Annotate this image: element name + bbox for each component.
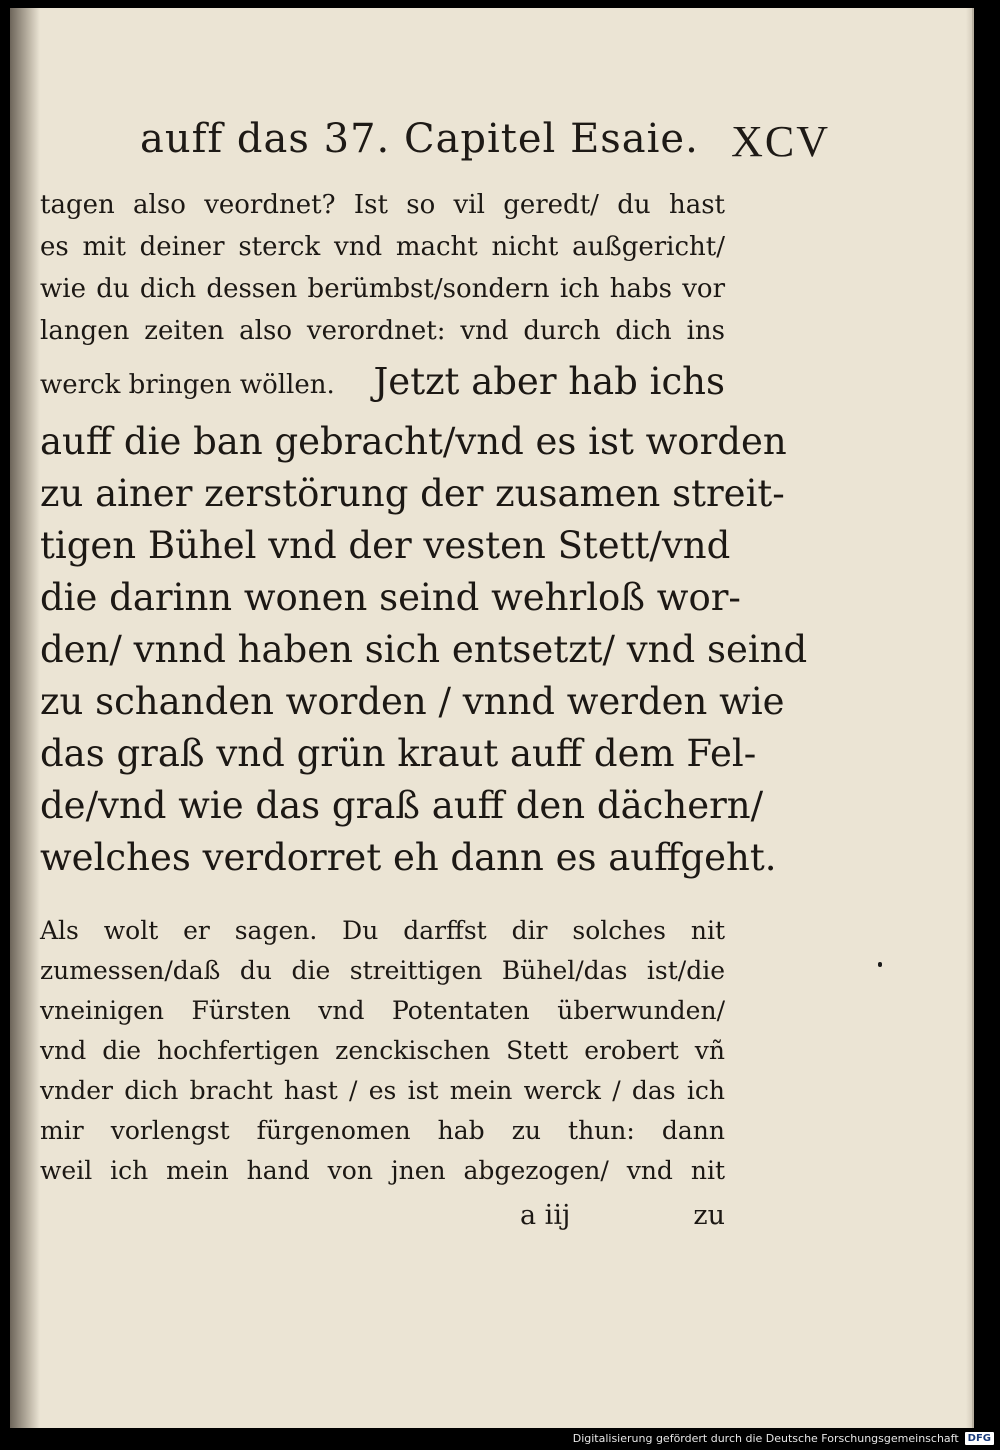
text-line: vneinigen Fürsten vnd Potentaten überwunden/	[40, 996, 725, 1025]
text-line: zu schanden worden / vnnd werden wie	[40, 680, 785, 723]
scripture-text	[40, 420, 808, 880]
dfg-logo: DFG	[965, 1432, 994, 1445]
text-line: den/ vnnd haben sich entsetzt/ vnd seind	[40, 628, 808, 671]
text-line: de/vnd wie das graß auff den dächern/	[40, 784, 764, 827]
text-line: langen zeiten also verordnet: vnd durch dich ins	[40, 316, 725, 346]
text-line: das graß vnd grün kraut auff dem Fel-	[40, 732, 757, 775]
text-line: vnder dich bracht hast / es ist mein werck / das ich	[40, 1076, 725, 1105]
text-line: Jetzt aber hab ichs	[373, 360, 725, 403]
text-line: Als wolt er sagen. Du darffst dir solches nit	[40, 916, 725, 945]
page-signature-row	[520, 1200, 725, 1234]
book-page	[10, 8, 974, 1428]
text-line: zu ainer zerstörung der zusamen streit-	[40, 472, 785, 515]
text-line: tigen Bühel vnd der vesten Stett/vnd	[40, 524, 731, 567]
book-spine-shadow	[10, 8, 40, 1428]
text-line: auff die ban gebracht/vnd es ist worden	[40, 420, 787, 463]
running-title: auff das 37. Capitel Esaie.	[140, 116, 699, 162]
text-line: weil ich mein hand von jnen abgezogen/ vnd nit	[40, 1156, 725, 1185]
text-line: vnd die hochfertigen zenckischen Stett erobert vñ	[40, 1036, 725, 1065]
signature-mark: a iij	[520, 1200, 571, 1231]
text-line: tagen also veordnet? Ist so vil geredt/ du hast	[40, 190, 725, 220]
text-line: werck bringen wöllen.	[40, 370, 335, 400]
text-line: die darinn wonen seind wehrloß wor-	[40, 576, 741, 619]
commentary-paragraph	[40, 916, 725, 1196]
digitization-credit	[573, 1429, 994, 1447]
catchword: zu	[693, 1200, 725, 1231]
mixed-line	[40, 360, 725, 416]
text-line: welches verdorret eh dann es auffgeht.	[40, 836, 777, 879]
folio-number: XCV	[731, 117, 830, 166]
text-line: zumessen/daß du die streittigen Bühel/das ist/die	[40, 956, 725, 985]
credit-text: Digitalisierung gefördert durch die Deutsche Forschungsgemeinschaft	[572, 1431, 959, 1445]
text-line: mir vorlengst fürgenomen hab zu thun: dann	[40, 1116, 725, 1145]
text-line: wie du dich dessen berümbst/sondern ich habs vor	[40, 274, 725, 304]
running-head	[140, 116, 830, 166]
text-line: es mit deiner sterck vnd macht nicht außgericht/	[40, 232, 725, 262]
page-edge	[966, 8, 972, 1428]
ink-speck	[878, 962, 882, 967]
